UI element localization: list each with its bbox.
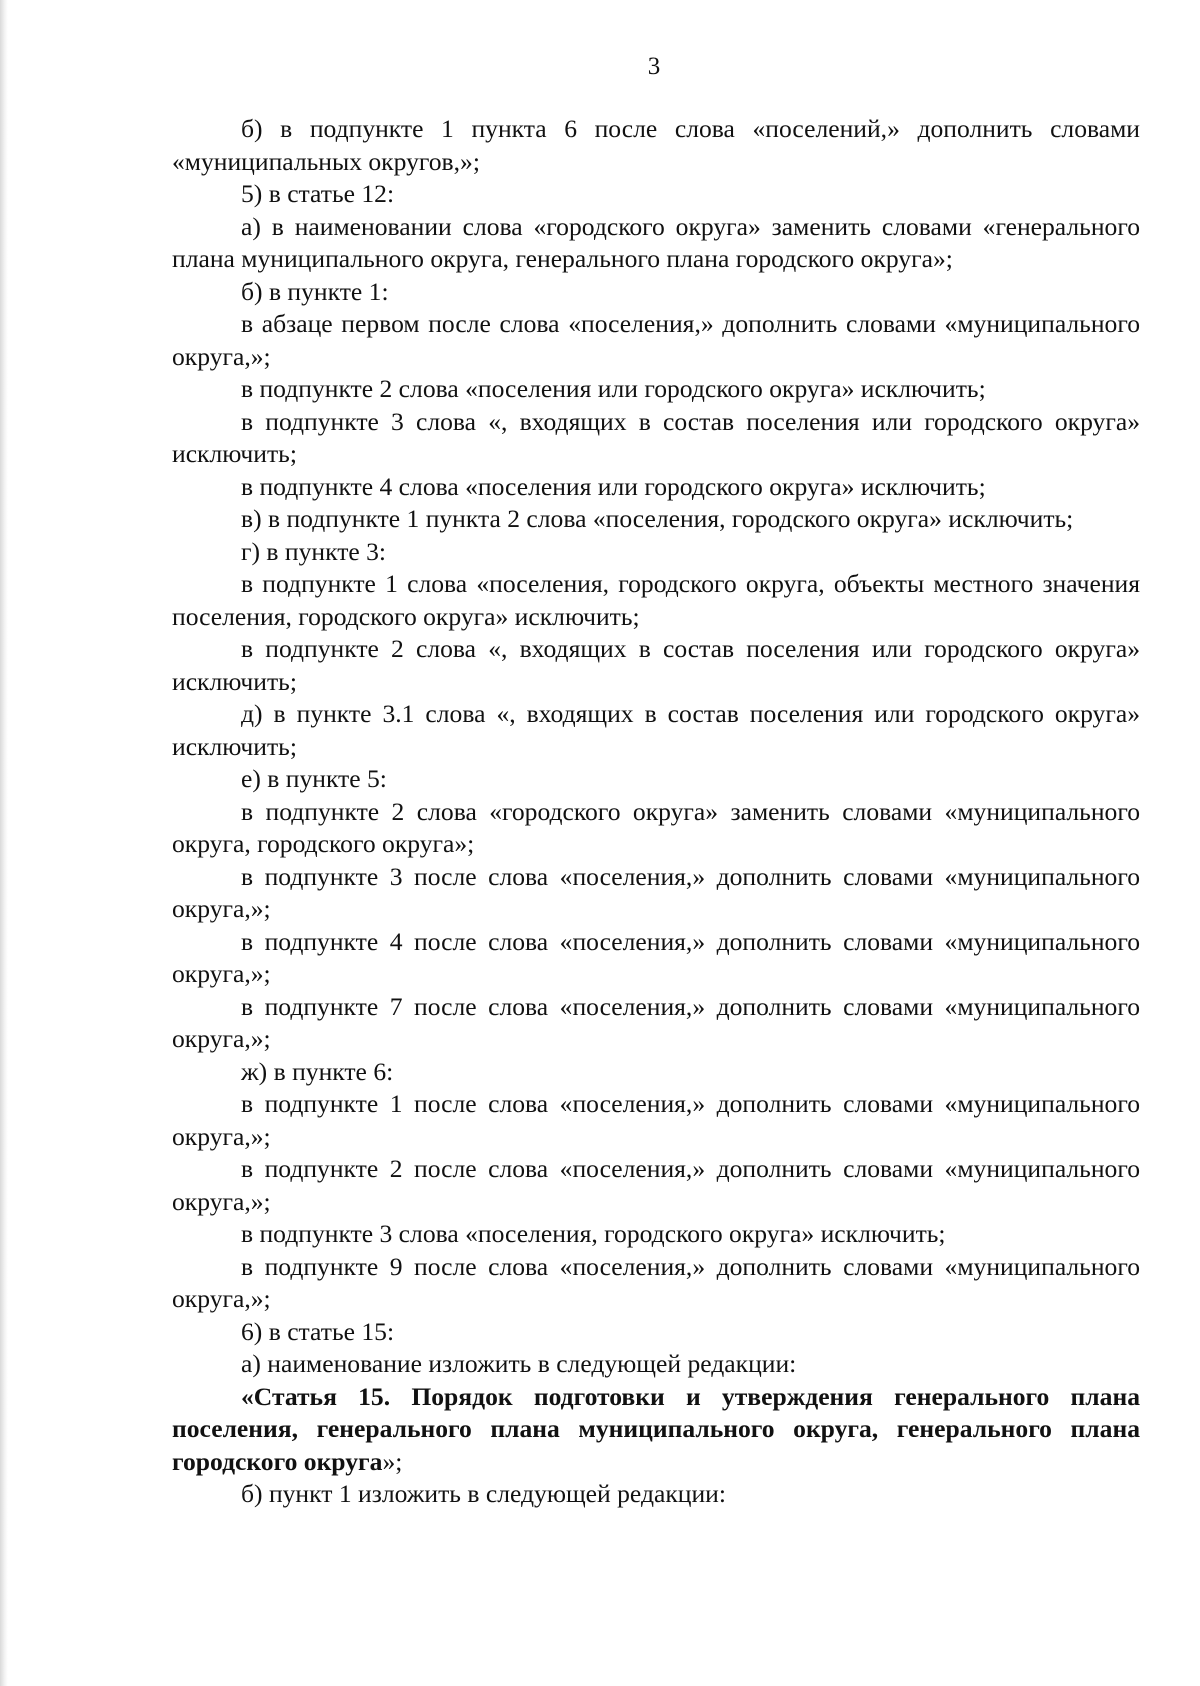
paragraph: в) в подпункте 1 пункта 2 слова «поселения, городского округа» исключить;	[241, 504, 1074, 533]
paragraph: в подпункте 3 после слова «поселения,» дополнить словами «муниципального округа,»;	[172, 861, 1140, 923]
paragraph: в подпункте 3 слова «поселения, городского округа» исключить;	[241, 1219, 946, 1248]
paragraph: в подпункте 9 после слова «поселения,» дополнить словами «муниципального округа,»;	[172, 1251, 1140, 1313]
paragraph: а) наименование изложить в следующей редакции:	[241, 1349, 797, 1378]
page-number: 3	[647, 53, 661, 80]
paragraph: б) в пункте 1:	[241, 276, 389, 306]
paragraph: в подпункте 4 после слова «поселения,» дополнить словами «муниципального округа,»;	[172, 926, 1140, 988]
paragraph: ж) в пункте 6:	[241, 1056, 394, 1086]
paragraph: в подпункте 1 слова «поселения, городского округа, объекты местного значения поселения, городского округа» исключить;	[172, 569, 1140, 631]
paragraph: в подпункте 4 слова «поселения или городского округа» исключить;	[241, 471, 986, 501]
paragraph: в абзаце первом после слова «поселения,» дополнить словами «муниципального округа,»;	[172, 309, 1140, 371]
article-heading-tail: »;	[382, 1446, 403, 1476]
paragraph: 5) в статье 12:	[241, 179, 395, 208]
paragraph: в подпункте 7 после слова «поселения,» дополнить словами «муниципального округа,»;	[172, 991, 1140, 1053]
paragraph: в подпункте 1 после слова «поселения,» дополнить словами «муниципального округа,»;	[172, 1089, 1140, 1151]
paragraph: в подпункте 2 слова «, входящих в состав поселения или городского округа» исключить;	[172, 634, 1140, 696]
paragraph: б) пункт 1 изложить в следующей редакции:	[241, 1479, 726, 1508]
paragraph: в подпункте 2 слова «поселения или городского округа» исключить;	[241, 374, 986, 403]
paragraph: в подпункте 3 слова «, входящих в состав поселения или городского округа» исключить;	[172, 406, 1140, 468]
paragraph: в подпункте 2 после слова «поселения,» дополнить словами «муниципального округа,»;	[172, 1154, 1140, 1216]
paragraph: а) в наименовании слова «городского округа» заменить словами «генерального плана муниципального округа, генерального плана городского округа»;	[172, 211, 1140, 273]
paragraph: 6) в статье 15:	[241, 1316, 395, 1346]
paragraph: д) в пункте 3.1 слова «, входящих в состав поселения или городского округа» исключить;	[172, 699, 1140, 761]
article-heading: «Статья 15. Порядок подготовки и утверждения генерального плана поселения, генерального плана муниципального округа, генерального плана городского округа	[172, 1381, 1140, 1476]
paragraph: г) в пункте 3:	[241, 536, 387, 566]
article-heading-paragraph	[172, 1381, 1140, 1479]
paragraph: в подпункте 2 слова «городского округа» заменить словами «муниципального округа, городского округа»;	[172, 796, 1140, 858]
scan-edge-shadow	[0, 0, 8, 1686]
paragraph: б) в подпункте 1 пункта 6 после слова «поселений,» дополнить словами «муниципальных округов,»;	[172, 114, 1140, 176]
document-body	[172, 113, 1140, 1511]
paragraph: е) в пункте 5:	[241, 764, 387, 793]
